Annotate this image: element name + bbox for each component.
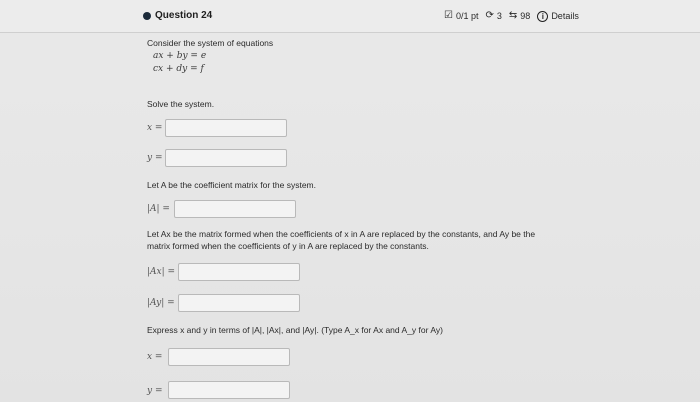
solve-prompt: Solve the system. [147,99,215,109]
retry-icon: ⟳ [485,10,494,21]
details-link[interactable]: Details [551,11,579,21]
x-expression-label: x = [147,352,163,362]
detAx-input[interactable] [178,263,300,281]
detAy-input[interactable] [178,294,300,312]
y-answer-input[interactable] [165,149,287,167]
x-answer-input[interactable] [165,119,287,137]
detA-label: |A| = [147,204,170,214]
x-label: x = [147,123,163,133]
detAx-label: |Ax| = [147,267,176,277]
checkbox-score-icon: ☑ [444,10,453,21]
status-dot-icon [143,12,151,20]
intro-text: Consider the system of equations [147,38,274,48]
equation-2: cx + dy = f [153,64,204,74]
y-label: y = [147,153,163,163]
x-expression-input[interactable] [168,348,290,366]
attempts-count: 98 [520,11,531,21]
coefficient-matrix-text: Let A be the coefficient matrix for the system. [147,180,316,190]
ax-definition-line1: Let Ax be the matrix formed when the coefficients of x in A are replaced by the constants, and Ay be the [147,229,536,239]
retries-count: 3 [496,11,502,21]
question-title: Question 24 [155,10,213,21]
score-text: 0/1 pt [455,11,479,21]
y-expression-label: y = [147,386,163,396]
attempts-icon: ⇆ [508,10,518,21]
ax-definition-line2: matrix formed when the coefficients of y in A are replaced by the constants. [147,241,429,251]
equation-1: ax + by = e [153,51,207,61]
detA-input[interactable] [174,200,296,218]
detAy-label: |Ay| = [147,298,175,308]
info-icon[interactable]: i [537,11,548,22]
y-expression-input[interactable] [168,381,290,399]
question-header [0,0,700,33]
express-instructions: Express x and y in terms of |A|, |Ax|, and |Ay|. (Type A_x for Ax and A_y for Ay) [147,325,443,335]
question-meta [444,9,579,23]
